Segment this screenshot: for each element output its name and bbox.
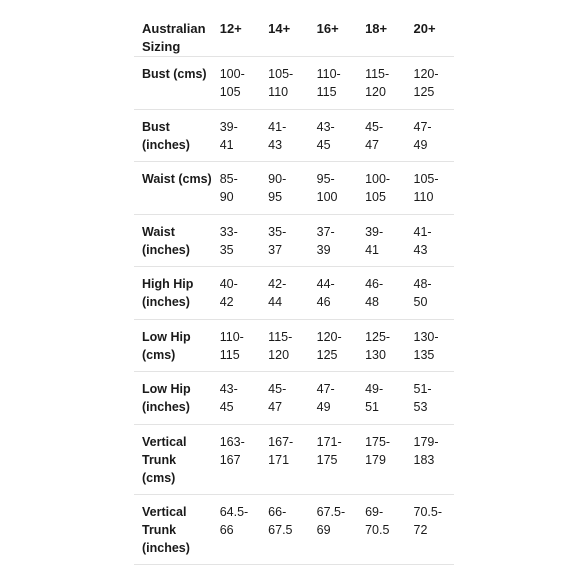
table-row [134,109,454,162]
size-cell: 43- 45 [309,109,357,162]
row-label: Bust (inches) [134,109,212,162]
size-cell: 47- 49 [406,109,454,162]
size-cell: 115- 120 [260,319,308,372]
size-cell: 100- 105 [212,57,260,110]
size-cell: 44- 46 [309,267,357,320]
row-label: Bust (cms) [134,57,212,110]
size-cell: 43- 45 [212,372,260,425]
size-cell: 175- 179 [357,424,405,494]
header-size-12: 12+ [212,12,260,57]
size-cell: 105- 110 [260,57,308,110]
table-row [134,424,454,494]
size-cell: 39- 41 [357,214,405,267]
size-cell: 45- 47 [260,372,308,425]
table-row [134,372,454,425]
size-cell: 171- 175 [309,424,357,494]
table-header-row [134,12,454,57]
size-cell: 66- 67.5 [260,494,308,564]
header-size-20: 20+ [406,12,454,57]
size-cell: 120- 125 [309,319,357,372]
size-cell: 64.5- 66 [212,494,260,564]
size-cell: 47- 49 [309,372,357,425]
row-label: Vertical Trunk (cms) [134,424,212,494]
size-cell: 95- 100 [309,162,357,215]
size-cell: 41- 43 [260,109,308,162]
row-label: Waist (cms) [134,162,212,215]
row-label: High Hip (inches) [134,267,212,320]
size-cell: 90- 95 [260,162,308,215]
row-label: Vertical Trunk (inches) [134,494,212,564]
size-cell: 49- 51 [357,372,405,425]
size-cell: 45- 47 [357,109,405,162]
header-size-14: 14+ [260,12,308,57]
size-cell: 110- 115 [309,57,357,110]
size-cell: 100- 105 [357,162,405,215]
size-cell: 115- 120 [357,57,405,110]
table-row [134,494,454,564]
size-cell: 70.5- 72 [406,494,454,564]
row-label: Low Hip (inches) [134,372,212,425]
size-cell: 42- 44 [260,267,308,320]
size-cell: 51- 53 [406,372,454,425]
size-cell: 69- 70.5 [357,494,405,564]
size-cell: 85- 90 [212,162,260,215]
table-row [134,267,454,320]
row-label: Low Hip (cms) [134,319,212,372]
size-cell: 110- 115 [212,319,260,372]
size-cell: 40- 42 [212,267,260,320]
size-cell: 41- 43 [406,214,454,267]
table-row [134,319,454,372]
size-cell: 105- 110 [406,162,454,215]
size-cell: 46- 48 [357,267,405,320]
size-cell: 130- 135 [406,319,454,372]
header-label: Australian Sizing [134,12,212,57]
table-row [134,162,454,215]
size-cell: 163- 167 [212,424,260,494]
table-row [134,214,454,267]
row-label: Waist (inches) [134,214,212,267]
size-cell: 179- 183 [406,424,454,494]
table-row [134,57,454,110]
size-cell: 125- 130 [357,319,405,372]
size-cell: 67.5- 69 [309,494,357,564]
size-cell: 120- 125 [406,57,454,110]
header-size-16: 16+ [309,12,357,57]
size-cell: 35- 37 [260,214,308,267]
size-cell: 37- 39 [309,214,357,267]
size-chart-table [134,12,454,565]
size-cell: 33- 35 [212,214,260,267]
header-size-18: 18+ [357,12,405,57]
size-cell: 167- 171 [260,424,308,494]
size-cell: 39- 41 [212,109,260,162]
size-cell: 48- 50 [406,267,454,320]
